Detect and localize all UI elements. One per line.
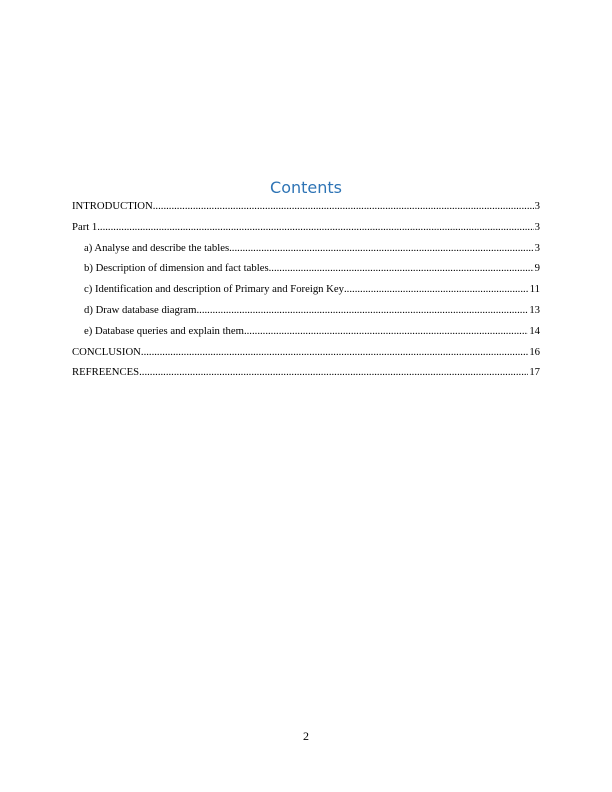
toc-entry-page: 13 [529, 303, 540, 316]
toc-entry-page: 9 [534, 262, 540, 275]
page-number: 2 [303, 729, 309, 743]
toc-entry-text: Part 1 [72, 220, 98, 233]
toc-entry-text: d) Draw database diagram [84, 303, 197, 316]
toc-entry-page: 17 [529, 366, 540, 379]
toc-entry-page: 3 [534, 241, 540, 254]
toc-entry-page: 3 [534, 220, 540, 233]
toc-entry-primary-foreign-key[interactable] [72, 282, 540, 303]
toc-entry-text: CONCLUSION [72, 345, 141, 358]
toc-entry-text: REFREENCES [72, 366, 140, 379]
toc-entry-references[interactable] [72, 365, 540, 386]
toc-entry-text: a) Analyse and describe the tables [84, 241, 230, 254]
toc-entry-page: 14 [529, 324, 540, 337]
toc-dot-leader [139, 365, 528, 379]
toc-dot-leader [97, 220, 533, 234]
toc-entry-introduction[interactable] [72, 199, 540, 220]
toc-dot-leader [141, 345, 528, 359]
toc-entry-database-queries[interactable] [72, 324, 540, 345]
toc-entry-text: e) Database queries and explain them [84, 324, 244, 337]
toc-dot-leader [196, 303, 528, 317]
toc-entry-text: INTRODUCTION [72, 200, 153, 212]
toc-entry-database-diagram[interactable] [72, 303, 540, 324]
toc-entry-text: c) Identification and description of Primary and Foreign Key [84, 283, 344, 296]
toc-title: Contents [270, 178, 342, 197]
toc-dot-leader [269, 261, 534, 275]
toc-entry-analyse-tables[interactable] [72, 241, 540, 262]
toc-entry-text: b) Description of dimension and fact tables [84, 262, 269, 275]
table-of-contents [72, 199, 540, 386]
toc-entry-dimension-fact-tables[interactable] [72, 261, 540, 282]
toc-dot-leader [344, 282, 529, 296]
toc-entry-part-1[interactable] [72, 220, 540, 241]
toc-entry-page: 3 [534, 200, 540, 212]
toc-entry-conclusion[interactable] [72, 345, 540, 366]
toc-dot-leader [244, 324, 528, 338]
toc-entry-page: 16 [529, 345, 540, 358]
toc-dot-leader [153, 199, 534, 213]
toc-entry-page: 11 [529, 283, 540, 296]
toc-dot-leader [229, 241, 534, 255]
